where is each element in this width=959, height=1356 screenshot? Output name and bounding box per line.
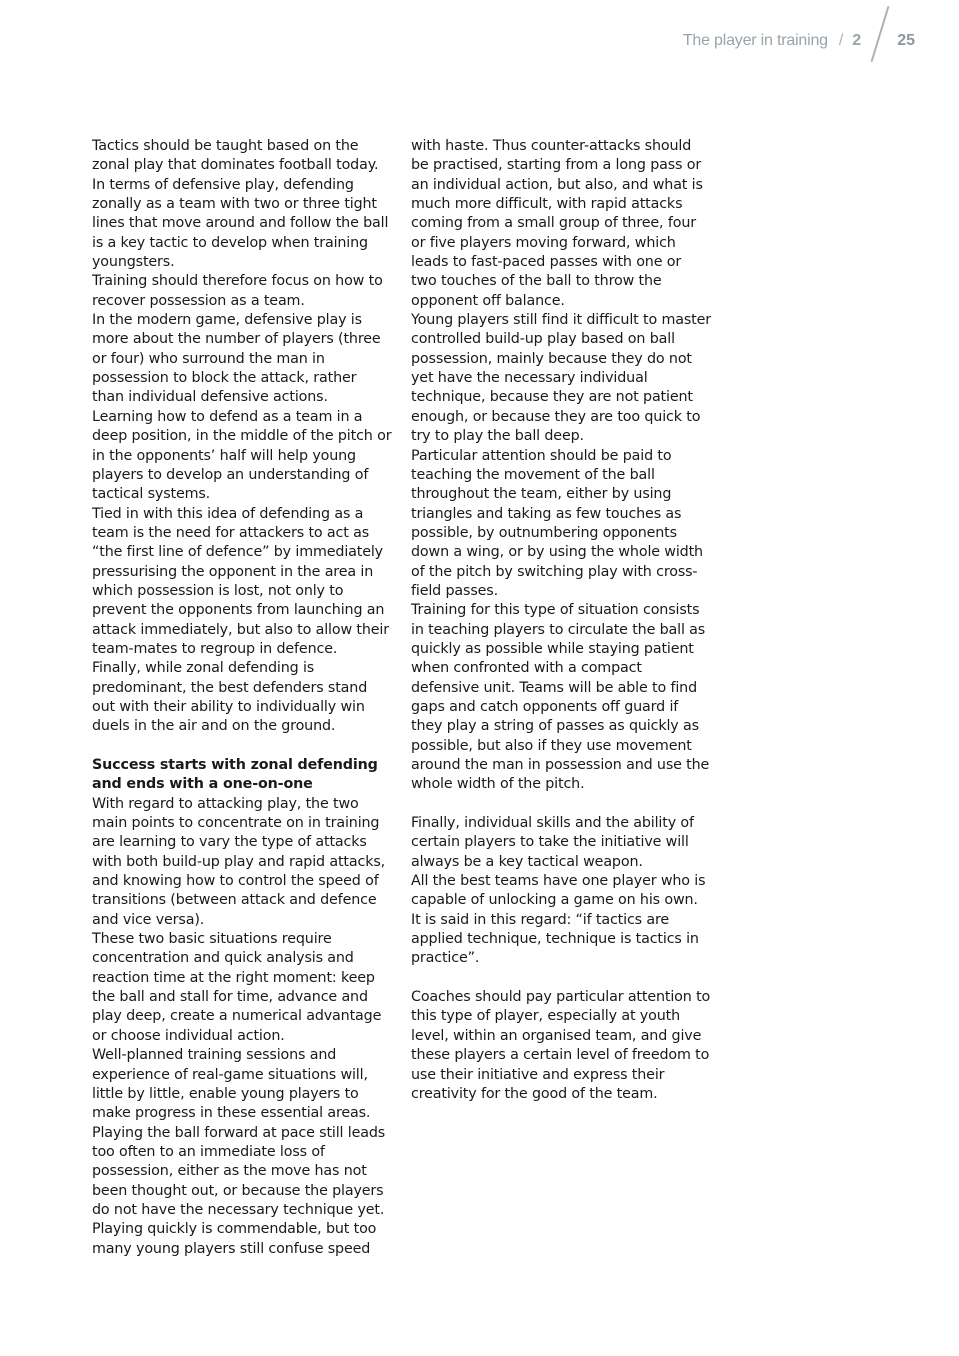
subheading: Success starts with zonal defending and ends with a one-on-one — [92, 757, 378, 793]
paragraph: With regard to attacking play, the two main points to concentrate on in training are learning to vary the type of attacks with both build-up play and rapid attacks, and knowing how to control the speed of transitions (between attack and defence and vice versa). — [92, 795, 386, 928]
paragraph: Tied in with this idea of defending as a team is the need for attackers to act as “the first line of defence” by immediately pressurising the opponent in the area in which possession is lost, not only to prevent the opponents from launching an attack immediately, but also to allow their team-mates to regroup in defence. — [92, 505, 389, 657]
section-title: The player in training — [682, 32, 828, 49]
paragraph: Learning how to defend as a team in a deep position, in the middle of the pitch or in the opponents’ half will help young players to develop an understanding of tactical systems. — [92, 408, 392, 503]
left-column — [92, 137, 392, 1259]
header-slash-rule — [871, 6, 890, 62]
paragraph: In terms of defensive play, defending zonally as a team with two or three tight lines that move around and follow the ball is a key tactic to develop when training youngsters. — [92, 176, 389, 271]
paragraph: Playing the ball forward at pace still leads too often to an immediate loss of possession, either as the move has not been thought out, or because the players do not have the necessary technique yet. — [92, 1124, 386, 1218]
paragraph: Playing quickly is commendable, but too many young players still confuse speed — [92, 1221, 377, 1257]
header-separator: / — [838, 32, 844, 49]
running-header — [683, 26, 915, 56]
paragraph: Coaches should pay particular attention to this type of player, especially at youth level, within an organised team, and give these players a certain level of freedom to use their initiative and express their creativity for the good of the team. — [411, 989, 711, 1102]
paragraph: Training for this type of situation consists in teaching players to circulate the ball as quickly as possible while staying patient when confronted with a compact defensive unit. Teams will be able to find gaps and catch opponents off guard if they play a string of passes as quickly as possible, but also if they use movement around the man in possession and use the whole width of the pitch. — [411, 602, 710, 793]
paragraph: Well-planned training sessions and experience of real-game situations will, little by little, enable young players to make progress in these essential areas. — [92, 1047, 371, 1122]
paragraph: In the modern game, defensive play is more about the number of players (three or four) who surround the man in possession to block the attack, rather than individual defensive actions. — [92, 312, 381, 406]
paragraph: Finally, individual skills and the ability of certain players to take the initiative will always be a key tactical weapon. — [411, 815, 694, 870]
paragraph: Finally, while zonal defending is predominant, the best defenders stand out with their ability to individually win duels in the air and on the ground. — [92, 660, 368, 735]
paragraph: Tactics should be taught based on the zonal play that dominates football today. — [92, 138, 379, 174]
paragraph: All the best teams have one player who is capable of unlocking a game on his own. It is said in this regard: “if tactics are applied technique, technique is tactics in practice”. — [411, 873, 706, 967]
paragraph: Particular attention should be paid to teaching the movement of the ball throughout the team, either by using triangles and taking as few touches as possible, by outnumbering opponents down a wing, or by using the whole width of the pitch by switching play with cross-field passes. — [411, 447, 703, 599]
paragraph-spacer — [411, 969, 711, 988]
paragraph-spacer — [411, 795, 711, 814]
paragraph: Training should therefore focus on how to recover possession as a team. — [92, 273, 383, 309]
paragraph: with haste. Thus counter-attacks should be practised, starting from a long pass or an individual action, but also, and what is much more difficult, with rapid attacks coming from a small group of three, four or five players moving forward, which leads to fast-paced passes with one or two touches of the ball to throw the opponent off balance. — [411, 138, 703, 309]
page-number: 25 — [897, 32, 915, 49]
right-column — [411, 137, 711, 1104]
paragraph: These two basic situations require concentration and quick analysis and reaction time at the right moment: keep the ball and stall for time, advance and play deep, create a numerical advantage or choose individual action. — [92, 931, 382, 1044]
chapter-number: 2 — [852, 32, 862, 49]
paragraph-spacer — [92, 737, 392, 756]
paragraph: Young players still find it difficult to master controlled build-up play based on ball possession, mainly because they do not yet have the necessary individual technique, because they are not patient enough, or because they are too quick to try to play the ball deep. — [411, 312, 711, 445]
